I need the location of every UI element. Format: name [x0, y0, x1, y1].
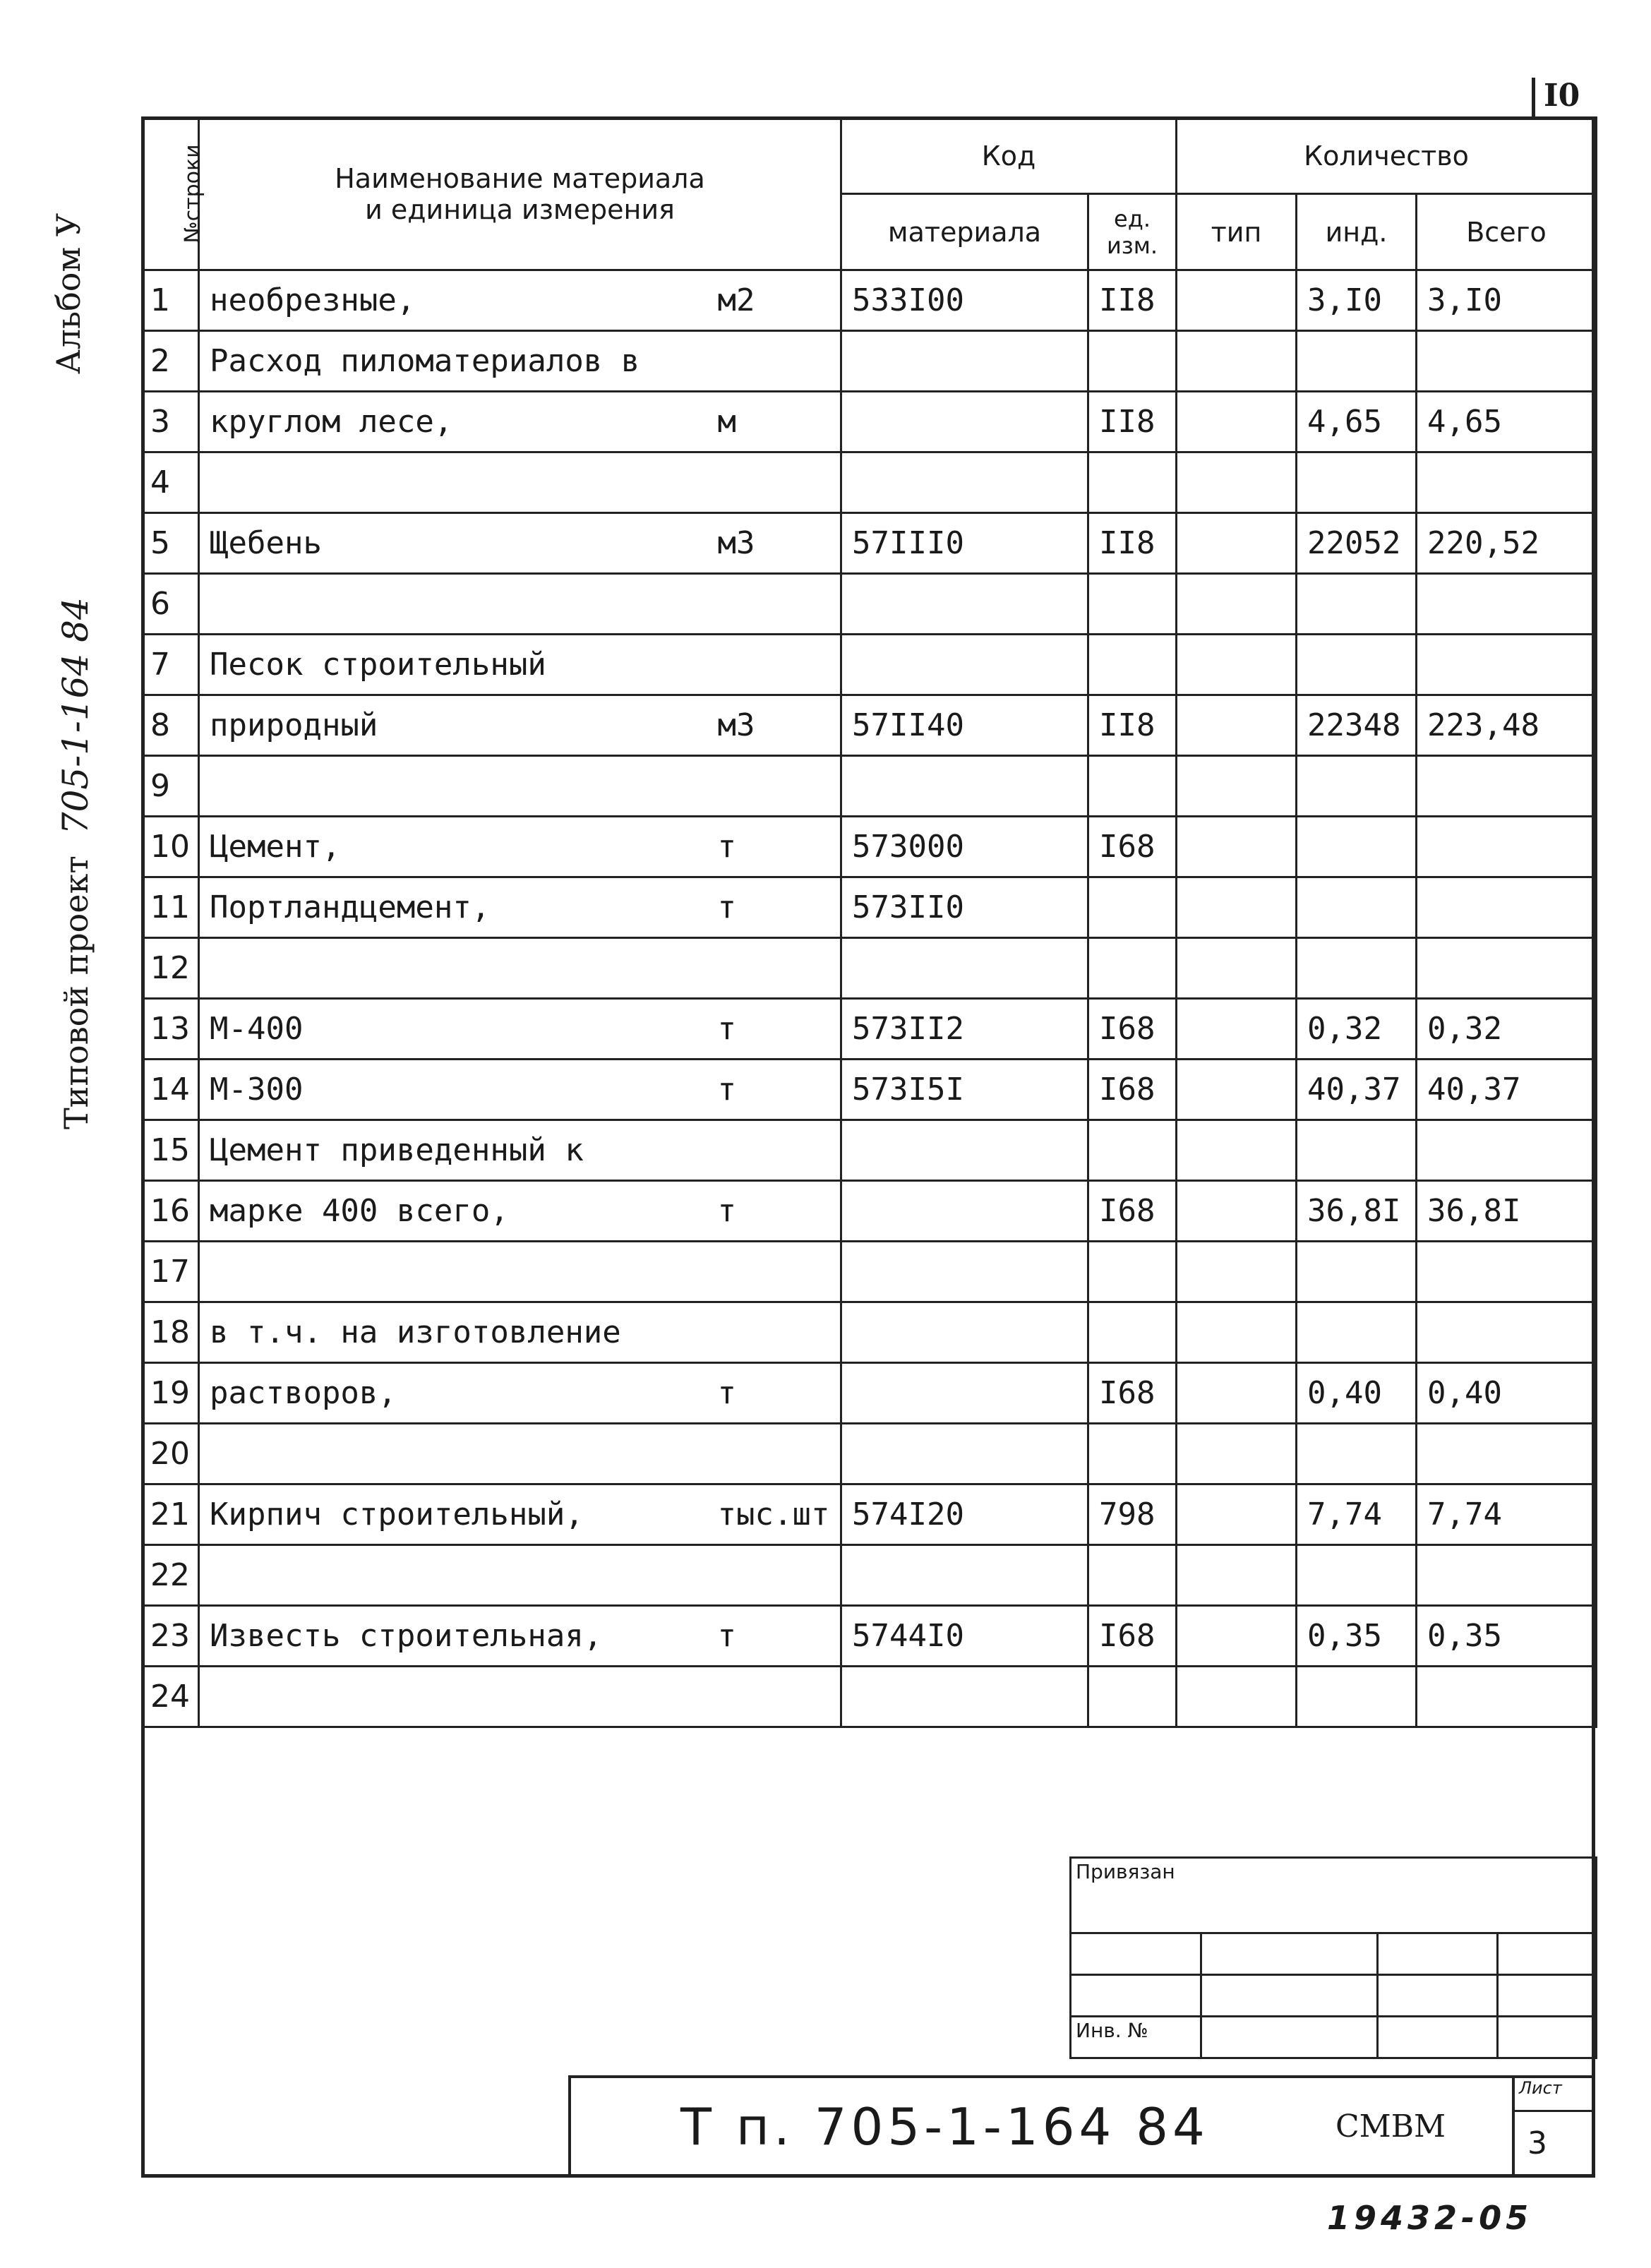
- unit-code-cell: I68: [1088, 1363, 1177, 1424]
- qty-total-cell: [1417, 1120, 1597, 1181]
- table-row: [143, 574, 1597, 635]
- materials-rows: [143, 270, 1597, 1727]
- material-code-cell: [841, 1545, 1088, 1606]
- qty-total-cell: [1417, 1667, 1597, 1727]
- qty-ind-cell: [1297, 635, 1417, 695]
- unit-cell: м: [718, 392, 841, 452]
- code-unit-header: ед. изм.: [1088, 194, 1177, 270]
- unit-cell: [718, 331, 841, 392]
- table-row: [143, 1181, 1597, 1242]
- materials-table: [141, 116, 1597, 1728]
- qty-total-cell: [1417, 1242, 1597, 1302]
- project-label-text: Типовой проект: [57, 856, 95, 1129]
- material-name-cell: Цемент приведенный к: [199, 1120, 718, 1181]
- qty-ind-cell: [1297, 1242, 1417, 1302]
- table-row: [143, 1060, 1597, 1120]
- unit-code-cell: I68: [1088, 817, 1177, 877]
- row-number-header: №строки: [143, 118, 199, 270]
- row-number-cell: 13: [143, 999, 199, 1060]
- material-code-cell: 573II2: [841, 999, 1088, 1060]
- material-code-cell: [841, 1363, 1088, 1424]
- row-number-cell: 15: [143, 1120, 199, 1181]
- material-name-cell: в т.ч. на изготовление: [199, 1302, 718, 1363]
- unit-code-cell: I68: [1088, 1060, 1177, 1120]
- unit-cell: [718, 1667, 841, 1727]
- code-material-header: материала: [841, 194, 1088, 270]
- row-number-cell: 5: [143, 513, 199, 574]
- row-number-cell: 19: [143, 1363, 199, 1424]
- material-name-cell: М-400: [199, 999, 718, 1060]
- qty-type-header: тип: [1177, 194, 1297, 270]
- table-row: [143, 938, 1597, 999]
- material-name-cell: Известь строительная,: [199, 1606, 718, 1667]
- unit-cell: т: [718, 877, 841, 938]
- material-code-cell: 573I5I: [841, 1060, 1088, 1120]
- material-name-cell: [199, 452, 718, 513]
- qty-type-cell: [1177, 999, 1297, 1060]
- qty-total-cell: [1417, 1424, 1597, 1484]
- material-name-cell: марке 400 всего,: [199, 1181, 718, 1242]
- qty-ind-cell: 4,65: [1297, 392, 1417, 452]
- qty-total-cell: [1417, 1545, 1597, 1606]
- qty-type-cell: [1177, 1242, 1297, 1302]
- unit-cell: [718, 938, 841, 999]
- qty-type-cell: [1177, 938, 1297, 999]
- qty-total-cell: [1417, 1302, 1597, 1363]
- material-name-cell: Портландцемент,: [199, 877, 718, 938]
- album-label: Альбом У: [49, 212, 88, 374]
- material-code-cell: 533I00: [841, 270, 1088, 331]
- table-row: [143, 270, 1597, 331]
- unit-cell: т: [718, 817, 841, 877]
- qty-ind-cell: 0,40: [1297, 1363, 1417, 1424]
- qty-ind-cell: 3,I0: [1297, 270, 1417, 331]
- table-row: [143, 695, 1597, 756]
- table-row: [143, 1545, 1597, 1606]
- table-row: [143, 513, 1597, 574]
- unit-cell: [718, 756, 841, 817]
- row-number-cell: 17: [143, 1242, 199, 1302]
- unit-cell: тыс.шт: [718, 1484, 841, 1545]
- table-row: [143, 392, 1597, 452]
- title-code: СМВМ: [1335, 2108, 1446, 2144]
- unit-code-cell: [1088, 1545, 1177, 1606]
- table-row: [143, 877, 1597, 938]
- unit-cell: м2: [718, 270, 841, 331]
- sheet-label: Лист: [1515, 2078, 1592, 2112]
- qty-total-cell: 7,74: [1417, 1484, 1597, 1545]
- quantity-group-header: Количество: [1177, 118, 1597, 194]
- qty-type-cell: [1177, 1363, 1297, 1424]
- qty-total-cell: [1417, 817, 1597, 877]
- qty-type-cell: [1177, 1667, 1297, 1727]
- unit-cell: [718, 635, 841, 695]
- row-number-cell: 4: [143, 452, 199, 513]
- material-name-cell: [199, 938, 718, 999]
- name-header-line2: и единица измерения: [365, 193, 675, 225]
- material-name-cell: Цемент,: [199, 817, 718, 877]
- material-name-cell: необрезные,: [199, 270, 718, 331]
- row-number-cell: 10: [143, 817, 199, 877]
- material-code-cell: [841, 452, 1088, 513]
- qty-type-cell: [1177, 1120, 1297, 1181]
- material-code-cell: [841, 1181, 1088, 1242]
- row-number-cell: 24: [143, 1667, 199, 1727]
- material-code-cell: 57III0: [841, 513, 1088, 574]
- qty-total-cell: 4,65: [1417, 392, 1597, 452]
- material-code-cell: 574I20: [841, 1484, 1088, 1545]
- qty-type-cell: [1177, 1606, 1297, 1667]
- archive-number: 19432-05: [1327, 2199, 1533, 2237]
- qty-ind-cell: [1297, 1545, 1417, 1606]
- unit-code-cell: I68: [1088, 1181, 1177, 1242]
- qty-ind-cell: [1297, 574, 1417, 635]
- qty-ind-cell: 22348: [1297, 695, 1417, 756]
- qty-total-header: Всего: [1417, 194, 1597, 270]
- table-row: [143, 331, 1597, 392]
- unit-code-cell: [1088, 877, 1177, 938]
- unit-code-cell: [1088, 574, 1177, 635]
- qty-type-cell: [1177, 574, 1297, 635]
- row-number-cell: 11: [143, 877, 199, 938]
- qty-total-cell: 0,40: [1417, 1363, 1597, 1424]
- unit-cell: т: [718, 1363, 841, 1424]
- unit-cell: [718, 1302, 841, 1363]
- material-code-cell: [841, 1424, 1088, 1484]
- row-number-cell: 8: [143, 695, 199, 756]
- row-number-cell: 3: [143, 392, 199, 452]
- unit-cell: т: [718, 999, 841, 1060]
- qty-type-cell: [1177, 756, 1297, 817]
- qty-type-cell: [1177, 877, 1297, 938]
- qty-ind-header: инд.: [1297, 194, 1417, 270]
- unit-code-cell: [1088, 1667, 1177, 1727]
- qty-total-cell: [1417, 756, 1597, 817]
- unit-code-cell: I68: [1088, 999, 1177, 1060]
- qty-ind-cell: [1297, 938, 1417, 999]
- table-row: [143, 1120, 1597, 1181]
- material-name-cell: Кирпич строительный,: [199, 1484, 718, 1545]
- qty-total-cell: 36,8I: [1417, 1181, 1597, 1242]
- qty-type-cell: [1177, 270, 1297, 331]
- qty-ind-cell: [1297, 1302, 1417, 1363]
- qty-total-cell: [1417, 938, 1597, 999]
- unit-code-cell: [1088, 1242, 1177, 1302]
- material-code-cell: [841, 635, 1088, 695]
- material-code-cell: 5744I0: [841, 1606, 1088, 1667]
- qty-ind-cell: [1297, 1120, 1417, 1181]
- unit-code-cell: II8: [1088, 392, 1177, 452]
- material-name-cell: Щебень: [199, 513, 718, 574]
- material-name-cell: [199, 1424, 718, 1484]
- table-row: [143, 1484, 1597, 1545]
- qty-type-cell: [1177, 1181, 1297, 1242]
- name-header: [199, 118, 841, 270]
- row-number-cell: 14: [143, 1060, 199, 1120]
- material-name-cell: [199, 1242, 718, 1302]
- project-code-handwritten: 705-1-164 84: [55, 597, 96, 835]
- material-name-cell: [199, 1545, 718, 1606]
- material-name-cell: растворов,: [199, 1363, 718, 1424]
- table-row: [143, 1302, 1597, 1363]
- table-row: [143, 1667, 1597, 1727]
- stamp-inv-label: Инв. №: [1071, 2017, 1201, 2058]
- unit-cell: т: [718, 1060, 841, 1120]
- sheet-box: [1512, 2078, 1592, 2175]
- unit-code-cell: [1088, 1424, 1177, 1484]
- material-code-cell: [841, 331, 1088, 392]
- material-code-cell: [841, 392, 1088, 452]
- unit-cell: м3: [718, 513, 841, 574]
- row-number-cell: 23: [143, 1606, 199, 1667]
- qty-total-cell: 220,52: [1417, 513, 1597, 574]
- name-header-line1: Наименование материала: [335, 162, 705, 194]
- qty-type-cell: [1177, 1484, 1297, 1545]
- stamp-bound-label: Привязан: [1071, 1858, 1597, 1933]
- table-row: [143, 452, 1597, 513]
- material-code-cell: 573II0: [841, 877, 1088, 938]
- material-name-cell: [199, 756, 718, 817]
- qty-type-cell: [1177, 1424, 1297, 1484]
- row-number-cell: 1: [143, 270, 199, 331]
- unit-cell: [718, 1545, 841, 1606]
- qty-type-cell: [1177, 452, 1297, 513]
- unit-code-cell: [1088, 938, 1177, 999]
- table-row: [143, 1606, 1597, 1667]
- material-code-cell: [841, 574, 1088, 635]
- qty-ind-cell: 7,74: [1297, 1484, 1417, 1545]
- qty-total-cell: [1417, 574, 1597, 635]
- row-number-cell: 6: [143, 574, 199, 635]
- sheet-value: 3: [1527, 2125, 1547, 2161]
- unit-code-cell: [1088, 331, 1177, 392]
- qty-type-cell: [1177, 331, 1297, 392]
- material-name-cell: Песок строительный: [199, 635, 718, 695]
- qty-total-cell: 3,I0: [1417, 270, 1597, 331]
- qty-ind-cell: [1297, 756, 1417, 817]
- unit-code-cell: II8: [1088, 695, 1177, 756]
- material-code-cell: [841, 1242, 1088, 1302]
- unit-code-cell: [1088, 452, 1177, 513]
- unit-code-cell: [1088, 756, 1177, 817]
- qty-type-cell: [1177, 695, 1297, 756]
- qty-total-cell: 0,32: [1417, 999, 1597, 1060]
- material-code-cell: [841, 1120, 1088, 1181]
- qty-type-cell: [1177, 1060, 1297, 1120]
- unit-code-cell: II8: [1088, 513, 1177, 574]
- row-number-cell: 2: [143, 331, 199, 392]
- material-name-cell: Расход пиломатериалов в: [199, 331, 718, 392]
- row-number-cell: 7: [143, 635, 199, 695]
- unit-cell: [718, 1424, 841, 1484]
- qty-type-cell: [1177, 513, 1297, 574]
- qty-ind-cell: [1297, 877, 1417, 938]
- qty-type-cell: [1177, 1545, 1297, 1606]
- row-number-cell: 9: [143, 756, 199, 817]
- row-number-cell: 21: [143, 1484, 199, 1545]
- row-number-cell: 18: [143, 1302, 199, 1363]
- qty-type-cell: [1177, 1302, 1297, 1363]
- qty-ind-cell: [1297, 331, 1417, 392]
- code-group-header: Код: [841, 118, 1177, 194]
- unit-code-cell: II8: [1088, 270, 1177, 331]
- table-row: [143, 1242, 1597, 1302]
- unit-cell: [718, 1120, 841, 1181]
- qty-ind-cell: [1297, 817, 1417, 877]
- row-number-cell: 16: [143, 1181, 199, 1242]
- unit-code-cell: I68: [1088, 1606, 1177, 1667]
- qty-ind-cell: 22052: [1297, 513, 1417, 574]
- row-number-cell: 22: [143, 1545, 199, 1606]
- sheet-number: I0: [1532, 78, 1588, 120]
- unit-cell: [718, 452, 841, 513]
- table-row: [143, 1363, 1597, 1424]
- table-row: [143, 999, 1597, 1060]
- material-name-cell: природный: [199, 695, 718, 756]
- unit-code-cell: [1088, 1302, 1177, 1363]
- qty-total-cell: [1417, 635, 1597, 695]
- material-name-cell: [199, 1667, 718, 1727]
- unit-cell: [718, 1242, 841, 1302]
- project-side-label: [55, 597, 96, 1129]
- material-code-cell: [841, 756, 1088, 817]
- material-code-cell: [841, 1667, 1088, 1727]
- material-name-cell: [199, 574, 718, 635]
- unit-code-cell: [1088, 635, 1177, 695]
- unit-cell: т: [718, 1181, 841, 1242]
- table-row: [143, 1424, 1597, 1484]
- table-row: [143, 817, 1597, 877]
- unit-cell: т: [718, 1606, 841, 1667]
- title-project: Т п. 705-1-164 84: [680, 2096, 1209, 2156]
- table-row: [143, 756, 1597, 817]
- qty-ind-cell: 0,35: [1297, 1606, 1417, 1667]
- qty-total-cell: [1417, 452, 1597, 513]
- title-block: [568, 2075, 1595, 2178]
- qty-total-cell: 40,37: [1417, 1060, 1597, 1120]
- unit-cell: м3: [718, 695, 841, 756]
- qty-ind-cell: [1297, 1667, 1417, 1727]
- unit-code-cell: 798: [1088, 1484, 1177, 1545]
- qty-type-cell: [1177, 635, 1297, 695]
- qty-ind-cell: 0,32: [1297, 999, 1417, 1060]
- qty-ind-cell: [1297, 1424, 1417, 1484]
- unit-cell: [718, 574, 841, 635]
- qty-total-cell: 0,35: [1417, 1606, 1597, 1667]
- material-code-cell: [841, 1302, 1088, 1363]
- material-code-cell: [841, 938, 1088, 999]
- row-number-cell: 12: [143, 938, 199, 999]
- qty-ind-cell: 40,37: [1297, 1060, 1417, 1120]
- qty-total-cell: [1417, 877, 1597, 938]
- material-name-cell: М-300: [199, 1060, 718, 1120]
- table-row: [143, 635, 1597, 695]
- qty-type-cell: [1177, 817, 1297, 877]
- material-code-cell: 57II40: [841, 695, 1088, 756]
- row-number-cell: 20: [143, 1424, 199, 1484]
- material-name-cell: круглом лесе,: [199, 392, 718, 452]
- material-code-cell: 573000: [841, 817, 1088, 877]
- qty-type-cell: [1177, 392, 1297, 452]
- qty-total-cell: [1417, 331, 1597, 392]
- unit-code-cell: [1088, 1120, 1177, 1181]
- qty-ind-cell: 36,8I: [1297, 1181, 1417, 1242]
- qty-ind-cell: [1297, 452, 1417, 513]
- qty-total-cell: 223,48: [1417, 695, 1597, 756]
